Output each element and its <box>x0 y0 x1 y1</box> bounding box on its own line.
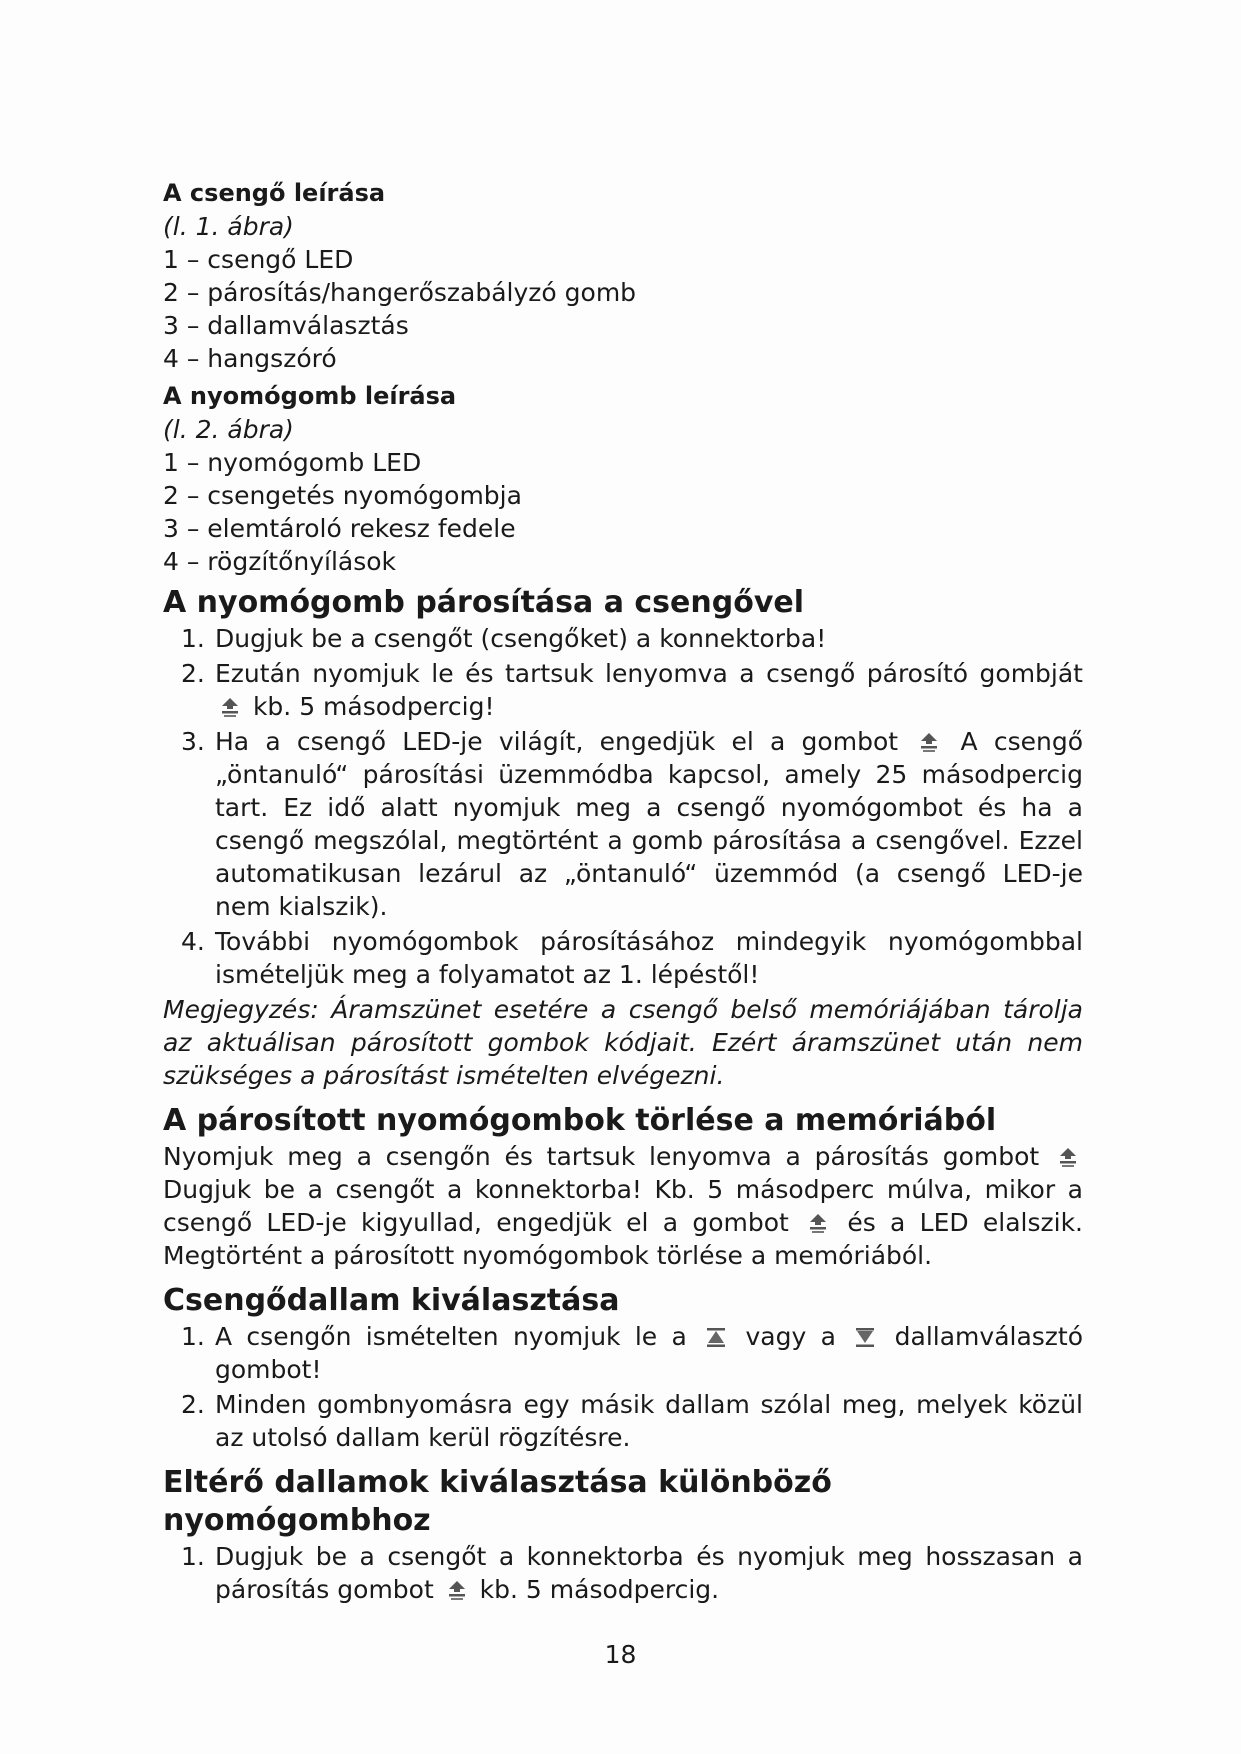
step-number: 4. <box>181 927 205 956</box>
pairing-step <box>163 725 1083 923</box>
deletion-title: A párosított nyomógombok törlése a memóriából <box>163 1103 997 1138</box>
pairing-step <box>163 657 1083 723</box>
button-desc-item: 3 – elemtároló rekesz fedele <box>163 514 516 543</box>
pair-button-icon <box>445 1578 469 1602</box>
deletion-text: Nyomjuk meg a csengőn és tartsuk lenyomva a párosítás gombot <box>163 1142 1040 1171</box>
step-text: További nyomógombok párosításához mindegyik nyomógombbal ismételjük meg a folyamatot az 1. lépéstől! <box>215 927 1083 989</box>
pairing-title: A nyomógomb párosítása a csengővel <box>163 585 805 620</box>
button-desc-title: A nyomógomb leírása <box>163 382 457 410</box>
step-number: 2. <box>181 659 205 688</box>
pairing-note: Megjegyzés: Áramszünet esetére a csengő belső memóriájában tárolja az aktuálisan párosított gombok kódjait. Ezért áramszünet után nem szükséges a párosítást ismételten elvégezni. <box>163 995 1083 1090</box>
page-number: 18 <box>604 1640 637 1669</box>
step-text: A csengő „öntanuló“ párosítási üzemmódba kapcsol, amely 25 másodpercig tart. Ez idő alatt nyomjuk meg a csengő nyomógombot és ha a csengő megszólal, megtörtént a gomb párosítása a csengővel. Ezzel automatikusan lezárul az „öntanuló“ üzemmód (a csengő LED-je nem kialszik). <box>215 727 1084 921</box>
step-number: 1. <box>181 624 205 653</box>
button-desc-item: 4 – rögzítőnyílások <box>163 547 397 576</box>
step-text: Minden gombnyomásra egy másik dallam szólal meg, melyek közül az utolsó dallam kerül rögzítésre. <box>215 1390 1083 1452</box>
melody-step <box>163 1320 1083 1386</box>
step-text: Ha a csengő LED-je világít, engedjük el a gombot <box>215 727 899 756</box>
step-text: vagy a <box>745 1322 836 1351</box>
doorbell-desc-item: 3 – dallamválasztás <box>163 311 409 340</box>
button-desc-ref: (l. 2. ábra) <box>163 415 294 444</box>
step-text: dallamválasztó gombot! <box>215 1322 1084 1384</box>
step-number: 1. <box>181 1542 205 1571</box>
pair-button-icon <box>218 695 242 719</box>
step-text: Dugjuk be a csengőt a konnektorba és nyomjuk meg hosszasan a párosítás gombot <box>215 1542 1083 1604</box>
pairing-steps <box>163 622 1083 991</box>
pair-button-icon <box>1056 1145 1080 1169</box>
deletion-paragraph <box>163 1140 1083 1272</box>
deletion-text: Dugjuk be a csengőt a konnektorba! Kb. 5 másodperc múlva, mikor a csengő LED-je kigyullad, engedjük el a gombot <box>163 1175 1083 1237</box>
doorbell-desc-item: 1 – csengő LED <box>163 245 354 274</box>
melody-steps <box>163 1320 1083 1454</box>
melody-up-icon <box>704 1325 728 1349</box>
doorbell-desc-item: 2 – párosítás/hangerőszabályzó gomb <box>163 278 637 307</box>
step-number: 3. <box>181 727 205 756</box>
page-content <box>163 176 1083 1608</box>
pair-button-icon <box>917 730 941 754</box>
button-desc-item: 2 – csengetés nyomógombja <box>163 481 522 510</box>
melody-step <box>163 1388 1083 1454</box>
melody-down-icon <box>853 1325 877 1349</box>
pairing-step <box>163 622 1083 655</box>
button-desc-item: 1 – nyomógomb LED <box>163 448 422 477</box>
step-text: kb. 5 másodpercig. <box>479 1575 720 1604</box>
step-text: A csengőn ismételten nyomjuk le a <box>215 1322 687 1351</box>
doorbell-desc-ref: (l. 1. ábra) <box>163 212 294 241</box>
doorbell-desc-item: 4 – hangszóró <box>163 344 337 373</box>
step-number: 1. <box>181 1322 205 1351</box>
melody-title: Csengődallam kiválasztása <box>163 1283 620 1318</box>
different-melodies-steps <box>163 1540 1083 1606</box>
doorbell-desc-title: A csengő leírása <box>163 179 386 207</box>
different-melodies-title: Eltérő dallamok kiválasztása különböző nyomógombhoz <box>163 1465 832 1538</box>
step-text: Dugjuk be a csengőt (csengőket) a konnektorba! <box>215 624 827 653</box>
step-text: Ezután nyomjuk le és tartsuk lenyomva a csengő párosító gombját <box>215 659 1083 688</box>
deletion-text: és a LED elalszik. Megtörtént a párosított nyomógombok törlése a memóriából. <box>163 1208 1083 1270</box>
step-text: kb. 5 másodpercig! <box>252 692 495 721</box>
step-number: 2. <box>181 1390 205 1419</box>
pair-button-icon <box>806 1211 830 1235</box>
pairing-step <box>163 925 1083 991</box>
different-melodies-step <box>163 1540 1083 1606</box>
